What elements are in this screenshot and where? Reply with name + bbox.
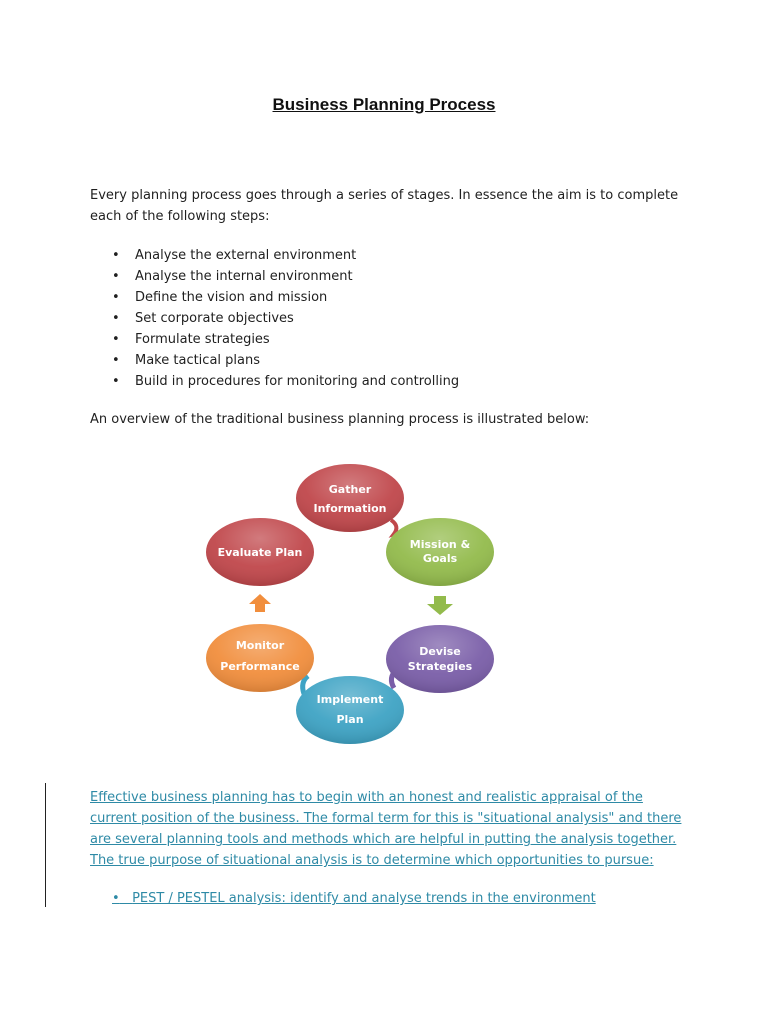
node-label: Strategies — [407, 660, 473, 673]
intro-paragraph: Every planning process goes through a series of stages. In essence the aim is to complete each of the following steps: — [90, 188, 679, 224]
node-label: Information — [313, 502, 387, 515]
bullet-icon: • — [112, 311, 120, 326]
node-implement-plan — [296, 676, 404, 744]
steps-list — [112, 245, 459, 392]
list-item: • Build in procedures for monitoring and controlling — [112, 371, 459, 392]
list-item: • Analyse the external environment — [112, 245, 459, 266]
node-monitor-performance — [206, 624, 314, 692]
node-label: Performance — [220, 660, 300, 673]
node-label: Implement — [316, 693, 384, 706]
node-gather-information — [296, 464, 404, 532]
bullet-icon: • — [112, 269, 120, 284]
tools-list — [112, 888, 596, 909]
node-evaluate-plan — [206, 518, 314, 586]
bullet-icon: • — [112, 332, 120, 347]
list-item: • Analyse the internal environment — [112, 266, 459, 287]
list-item[interactable]: • PEST / PESTEL analysis: identify and analyse trends in the environment — [112, 891, 596, 906]
page-title: Business Planning Process — [272, 95, 496, 114]
down-arrow-icon — [427, 596, 453, 615]
list-item: • Formulate strategies — [112, 329, 459, 350]
overview-paragraph: An overview of the traditional business planning process is illustrated below: — [90, 412, 590, 427]
node-label: Devise — [419, 645, 461, 658]
list-item: • Make tactical plans — [112, 350, 459, 371]
list-item: • Define the vision and mission — [112, 287, 459, 308]
bullet-icon: • — [112, 290, 120, 305]
bullet-icon: • — [112, 353, 120, 368]
bullet-icon: • — [112, 891, 120, 906]
diagram-canvas — [90, 448, 550, 758]
planning-cycle-diagram — [90, 448, 550, 758]
node-devise-strategies — [386, 625, 494, 693]
bullet-icon: • — [112, 374, 120, 389]
node-label: Evaluate Plan — [217, 546, 303, 559]
node-label: Plan — [336, 713, 364, 726]
node-mission-goals — [386, 518, 494, 586]
up-arrow-icon — [249, 594, 271, 612]
node-label: Mission & — [409, 538, 471, 551]
change-bar — [45, 783, 46, 907]
list-item: • Set corporate objectives — [112, 308, 459, 329]
analysis-paragraph[interactable]: Effective business planning has to begin with an honest and realistic appraisal of the current position of the business. The formal term for this is "situational analysis" and there are several planning tools and methods which are helpful in putting the analysis together. The true purpose of situational analysis is to determine which opportunities to pursue: — [90, 790, 682, 868]
node-label: Gather — [328, 483, 372, 496]
bullet-icon: • — [112, 248, 120, 263]
node-label: Monitor — [235, 639, 285, 652]
node-label: Goals — [422, 552, 458, 565]
